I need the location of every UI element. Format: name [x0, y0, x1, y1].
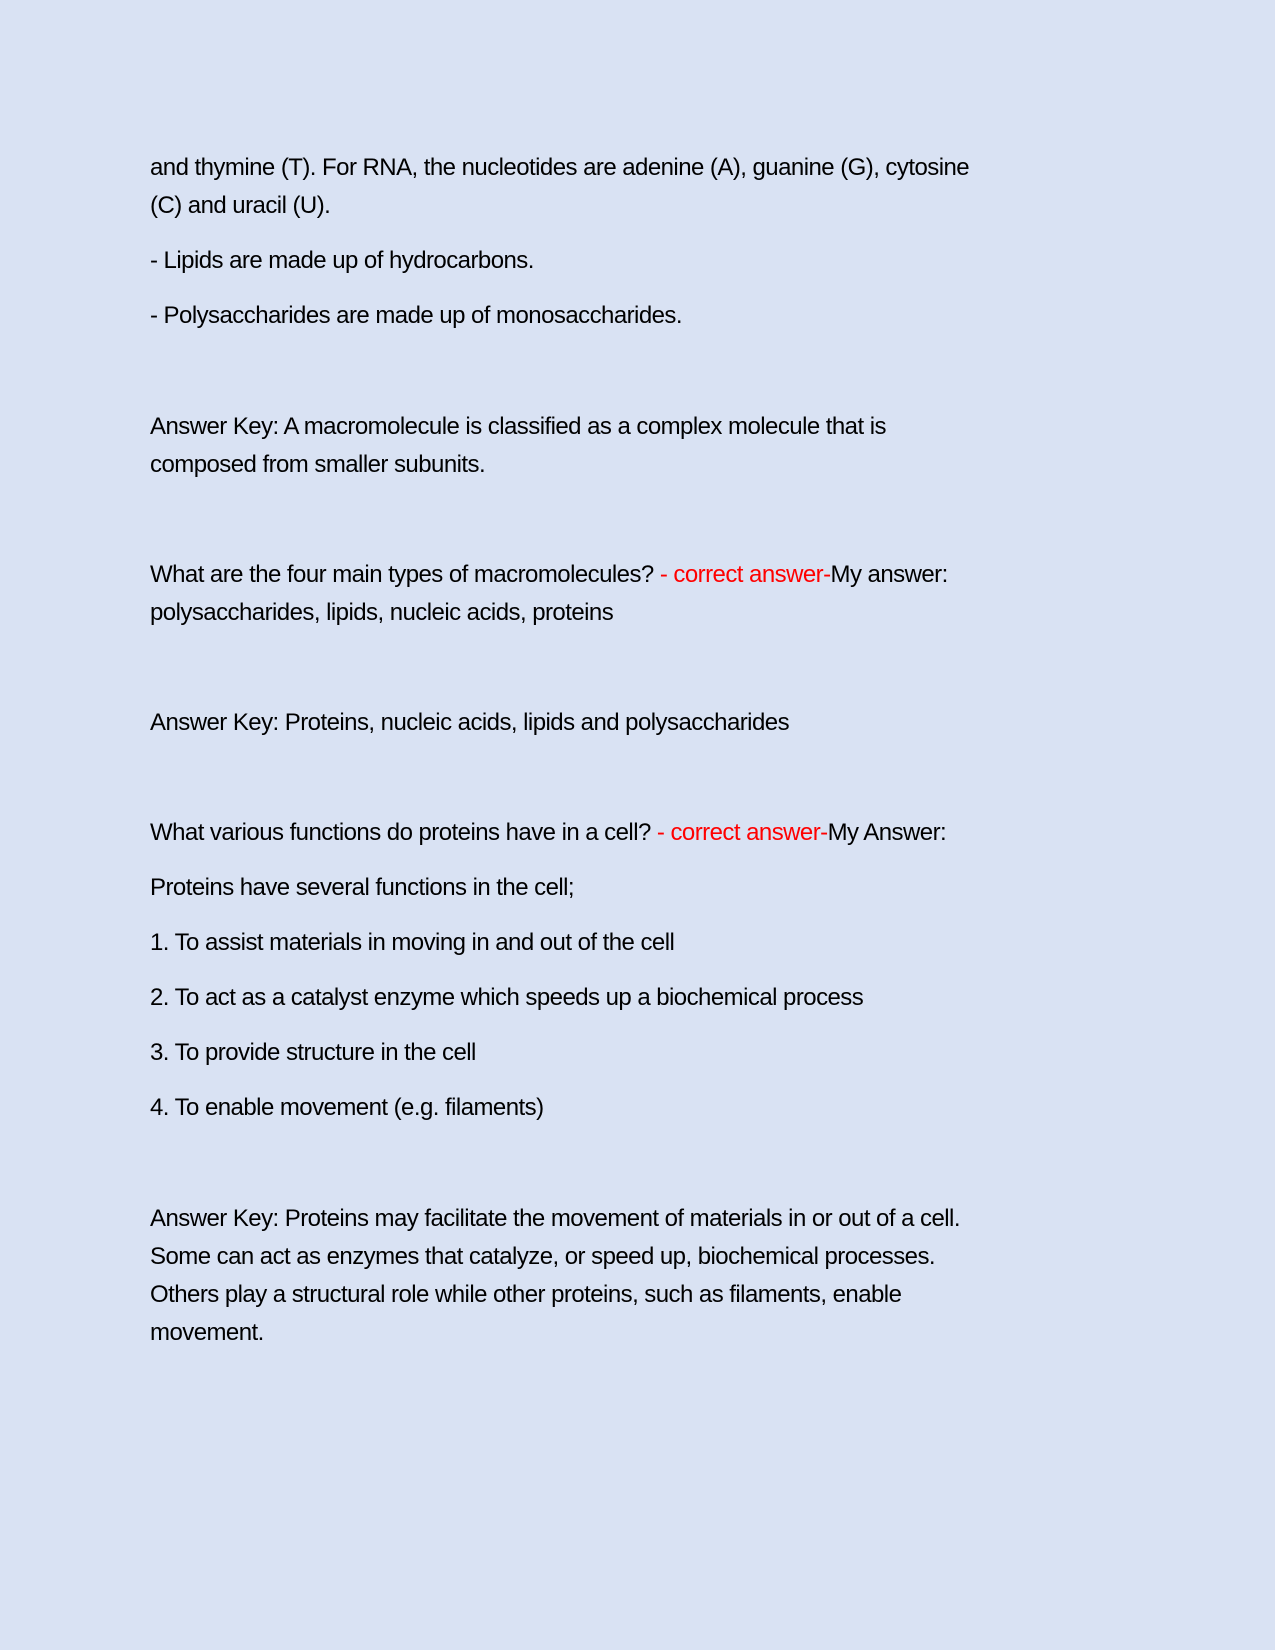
answer-key-3-line-2: Some can act as enzymes that catalyze, or speed up, biochemical processes.	[150, 1243, 936, 1270]
correct-answer-marker: - correct answer-	[656, 819, 828, 846]
list-item: 2. To act as a catalyst enzyme which speeds up a biochemical process	[150, 984, 864, 1011]
answer-key-1-line-2: composed from smaller subunits.	[150, 451, 486, 478]
list-item: 1. To assist materials in moving in and out of the cell	[150, 929, 675, 956]
my-answer-label: My answer:	[830, 561, 948, 588]
proteins-intro: Proteins have several functions in the cell;	[150, 874, 575, 901]
correct-answer-marker: - correct answer-	[659, 561, 831, 588]
question-2-text: What are the four main types of macromolecules?	[150, 561, 660, 588]
list-item: 4. To enable movement (e.g. filaments)	[150, 1094, 544, 1121]
my-answer-label: My Answer:	[827, 819, 947, 846]
question-3-text: What various functions do proteins have in a cell?	[150, 819, 657, 846]
question-2-answer: polysaccharides, lipids, nucleic acids, proteins	[150, 599, 614, 626]
list-item: 3. To provide structure in the cell	[150, 1039, 476, 1066]
answer-key-3-line-4: movement.	[150, 1319, 264, 1346]
answer-key-3-line-3: Others play a structural role while other proteins, such as filaments, enable	[150, 1281, 902, 1308]
answer-key-3-line-1: Answer Key: Proteins may facilitate the movement of materials in or out of a cell.	[150, 1205, 960, 1232]
question-2	[150, 560, 948, 590]
paragraph-nucleotides-line-1: and thymine (T). For RNA, the nucleotides are adenine (A), guanine (G), cytosine	[150, 154, 970, 181]
bullet-lipids: - Lipids are made up of hydrocarbons.	[150, 247, 534, 274]
paragraph-nucleotides-line-2: (C) and uracil (U).	[150, 192, 331, 219]
answer-key-1-line-1: Answer Key: A macromolecule is classified as a complex molecule that is	[150, 413, 886, 440]
answer-key-2: Answer Key: Proteins, nucleic acids, lipids and polysaccharides	[150, 709, 790, 736]
bullet-polysaccharides: - Polysaccharides are made up of monosaccharides.	[150, 302, 682, 329]
question-3	[150, 818, 946, 848]
